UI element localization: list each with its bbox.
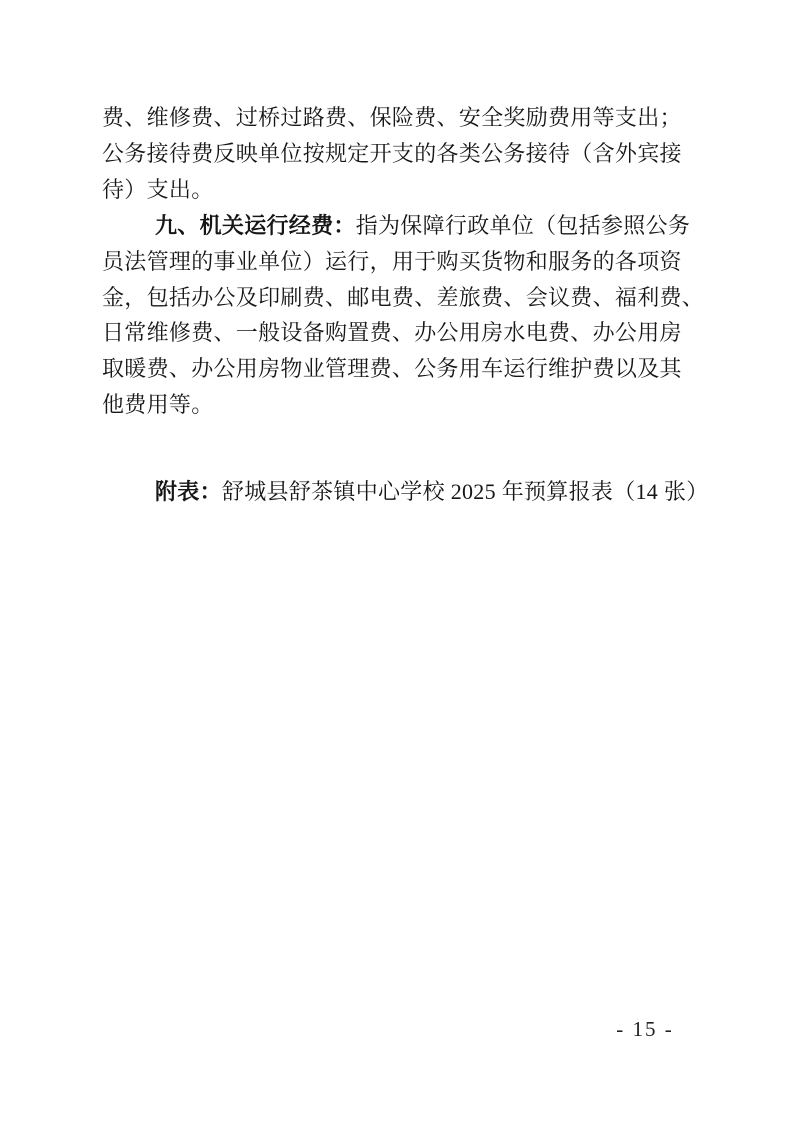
heading-line-rest: 指为保障行政单位（包括参照公务: [355, 212, 691, 238]
attachment-note-text: 舒城县舒茶镇中心学校 2025 年预算报表（14 张）: [221, 479, 709, 505]
text-line: 金，包括办公及印刷费、邮电费、差旅费、会议费、福利费、: [102, 284, 705, 310]
text-line: 他费用等。: [102, 392, 214, 418]
text-line: 取暖费、办公用房物业管理费、公务用车运行维护费以及其: [102, 356, 682, 382]
paragraph-heading: 九、机关运行经费：: [155, 212, 356, 238]
text-line: 员法管理的事业单位）运行，用于购买货物和服务的各项资: [102, 248, 682, 274]
text-line: 公务接待费反映单位按规定开支的各类公务接待（含外宾接: [102, 140, 682, 166]
text-line: [102, 208, 702, 244]
text-line: 费、维修费、过桥过路费、保险费、安全奖励费用等支出；: [102, 105, 682, 130]
paragraph-operating-funds: [102, 208, 705, 423]
paragraph-expense-continuation: [102, 100, 702, 208]
attachment-note: [102, 474, 709, 510]
attachment-note-label: 附表：: [155, 479, 222, 505]
text-line: 日常维修费、一般设备购置费、办公用房水电费、办公用房: [102, 320, 682, 346]
body-text-block: [102, 100, 709, 510]
page-number: - 15 -: [616, 1017, 674, 1041]
text-line: 待）支出。: [102, 176, 214, 202]
